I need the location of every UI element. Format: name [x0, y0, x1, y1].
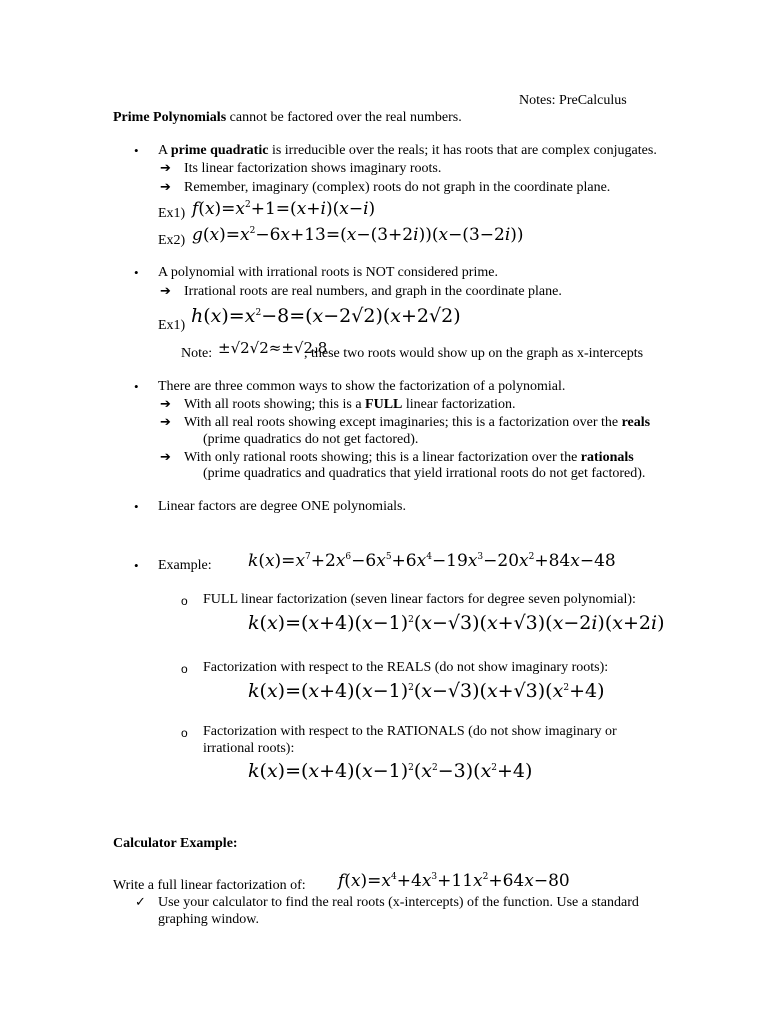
bullet-icon: •: [134, 143, 139, 158]
s5-reals-factorization: $k(x)=(x+4)(x-1)^2(x-√3)(x+√3)(x^2+4)$: [248, 680, 605, 702]
s1-bold: prime quadratic: [170, 143, 269, 158]
s5-sub3-line1: Factorization with respect to the RATIONALS (do not show imaginary or: [203, 724, 617, 739]
calc-heading: [113, 836, 238, 852]
bullet-icon: •: [134, 379, 139, 394]
arrow-icon: ➔: [160, 397, 171, 412]
s3-a3-pre: With only rational roots showing; this is a linear factorization over the: [184, 450, 581, 465]
s3-a3-bold: rationals: [580, 450, 634, 465]
bullet-icon: •: [134, 265, 139, 280]
s3-arrow-2-line2: (prime quadratics do not get factored).: [203, 432, 419, 447]
s1-ex2-equation: $g(x)=x^2-6x+13=(x-(3+2i))(x-(3-2i))$: [192, 225, 524, 245]
s3-arrow-3: [184, 450, 634, 466]
page-title: [113, 110, 462, 126]
bullet-icon: •: [134, 558, 139, 573]
s3-a1-pre: With all roots showing; this is a: [184, 397, 366, 412]
s3-a1-post: linear factorization.: [402, 397, 516, 412]
s5-sub3-line2: irrational roots):: [203, 741, 295, 756]
s1-ex1-equation: $f(x)=x^2+1=(x+i)(x-i)$: [192, 199, 376, 219]
title-bold: Prime Polynomials: [113, 110, 227, 125]
s3-arrow-1: [184, 397, 516, 413]
header-label: Notes: PreCalculus: [519, 93, 627, 108]
title-rest: cannot be factored over the real numbers.: [226, 110, 462, 125]
s1-ex2-label: Ex2): [158, 233, 186, 248]
s3-arrow-3-line2: (prime quadratics and quadratics that yield irrational roots do not get factored).: [203, 466, 646, 481]
s5-full-factorization: $k(x)=(x+4)(x-1)^2(x-√3)(x+√3)(x-2i)(x+2i)$: [248, 612, 665, 634]
s2-ex1-equation: $h(x)=x^2-8=(x-2√2)(x+2√2)$: [191, 305, 461, 327]
calc-check-line1: Use your calculator to find the real roots (x-intercepts) of the function. Use a standard: [158, 895, 639, 910]
s2-text: A polynomial with irrational roots is NOT considered prime.: [158, 265, 498, 280]
circle-bullet-icon: o: [181, 726, 188, 740]
arrow-icon: ➔: [160, 180, 171, 195]
calc-write: Write a full linear factorization of:: [113, 878, 306, 893]
s2-note-equation: ±√2√2≈±√2.8: [218, 339, 328, 357]
bullet-icon: •: [134, 499, 139, 514]
s3-text: There are three common ways to show the factorization of a polynomial.: [158, 379, 566, 394]
s2-note-text: , these two roots would show up on the graph as x-intercepts: [304, 346, 644, 361]
calc-heading-text: Calculator Example:: [113, 836, 238, 851]
s3-arrow-2: [184, 415, 650, 431]
s2-arrow-1: Irrational roots are real numbers, and graph in the coordinate plane.: [184, 284, 562, 299]
s3-a2-bold: reals: [621, 415, 651, 430]
s1-post: is irreducible over the reals; it has roots that are complex conjugates.: [268, 143, 657, 158]
s5-k-equation: $k(x)=x^7+2x^6-6x^5+6x^4-19x^3-20x^2+84x-48$: [248, 551, 616, 571]
arrow-icon: ➔: [160, 284, 171, 299]
s3-a2-pre: With all real roots showing except imaginaries; this is a factorization over the: [184, 415, 622, 430]
s1-ex1-label: Ex1): [158, 206, 186, 221]
s1-text: [158, 143, 657, 159]
s5-sub2: Factorization with respect to the REALS (do not show imaginary roots):: [203, 660, 609, 675]
s5-sub1: FULL linear factorization (seven linear factors for degree seven polynomial):: [203, 592, 636, 607]
s5-label: Example:: [158, 558, 212, 573]
s4-text: Linear factors are degree ONE polynomials.: [158, 499, 407, 514]
s5-rationals-factorization: $k(x)=(x+4)(x-1)^2(x^2-3)(x^2+4)$: [248, 760, 533, 782]
s3-a1-bold: FULL: [365, 397, 403, 412]
s1-arrow-2: Remember, imaginary (complex) roots do not graph in the coordinate plane.: [184, 180, 611, 195]
calc-check-line2: graphing window.: [158, 912, 259, 927]
arrow-icon: ➔: [160, 161, 171, 176]
s1-pre: A: [158, 143, 171, 158]
s1-arrow-1: Its linear factorization shows imaginary roots.: [184, 161, 442, 176]
circle-bullet-icon: o: [181, 662, 188, 676]
circle-bullet-icon: o: [181, 594, 188, 608]
arrow-icon: ➔: [160, 415, 171, 430]
s2-note-label: Note:: [181, 346, 213, 361]
calc-f-equation: $f(x)=x^4+4x^3+11x^2+64x-80$: [338, 871, 570, 891]
s2-ex1-label: Ex1): [158, 318, 186, 333]
check-icon: ✓: [135, 895, 146, 910]
arrow-icon: ➔: [160, 450, 171, 465]
